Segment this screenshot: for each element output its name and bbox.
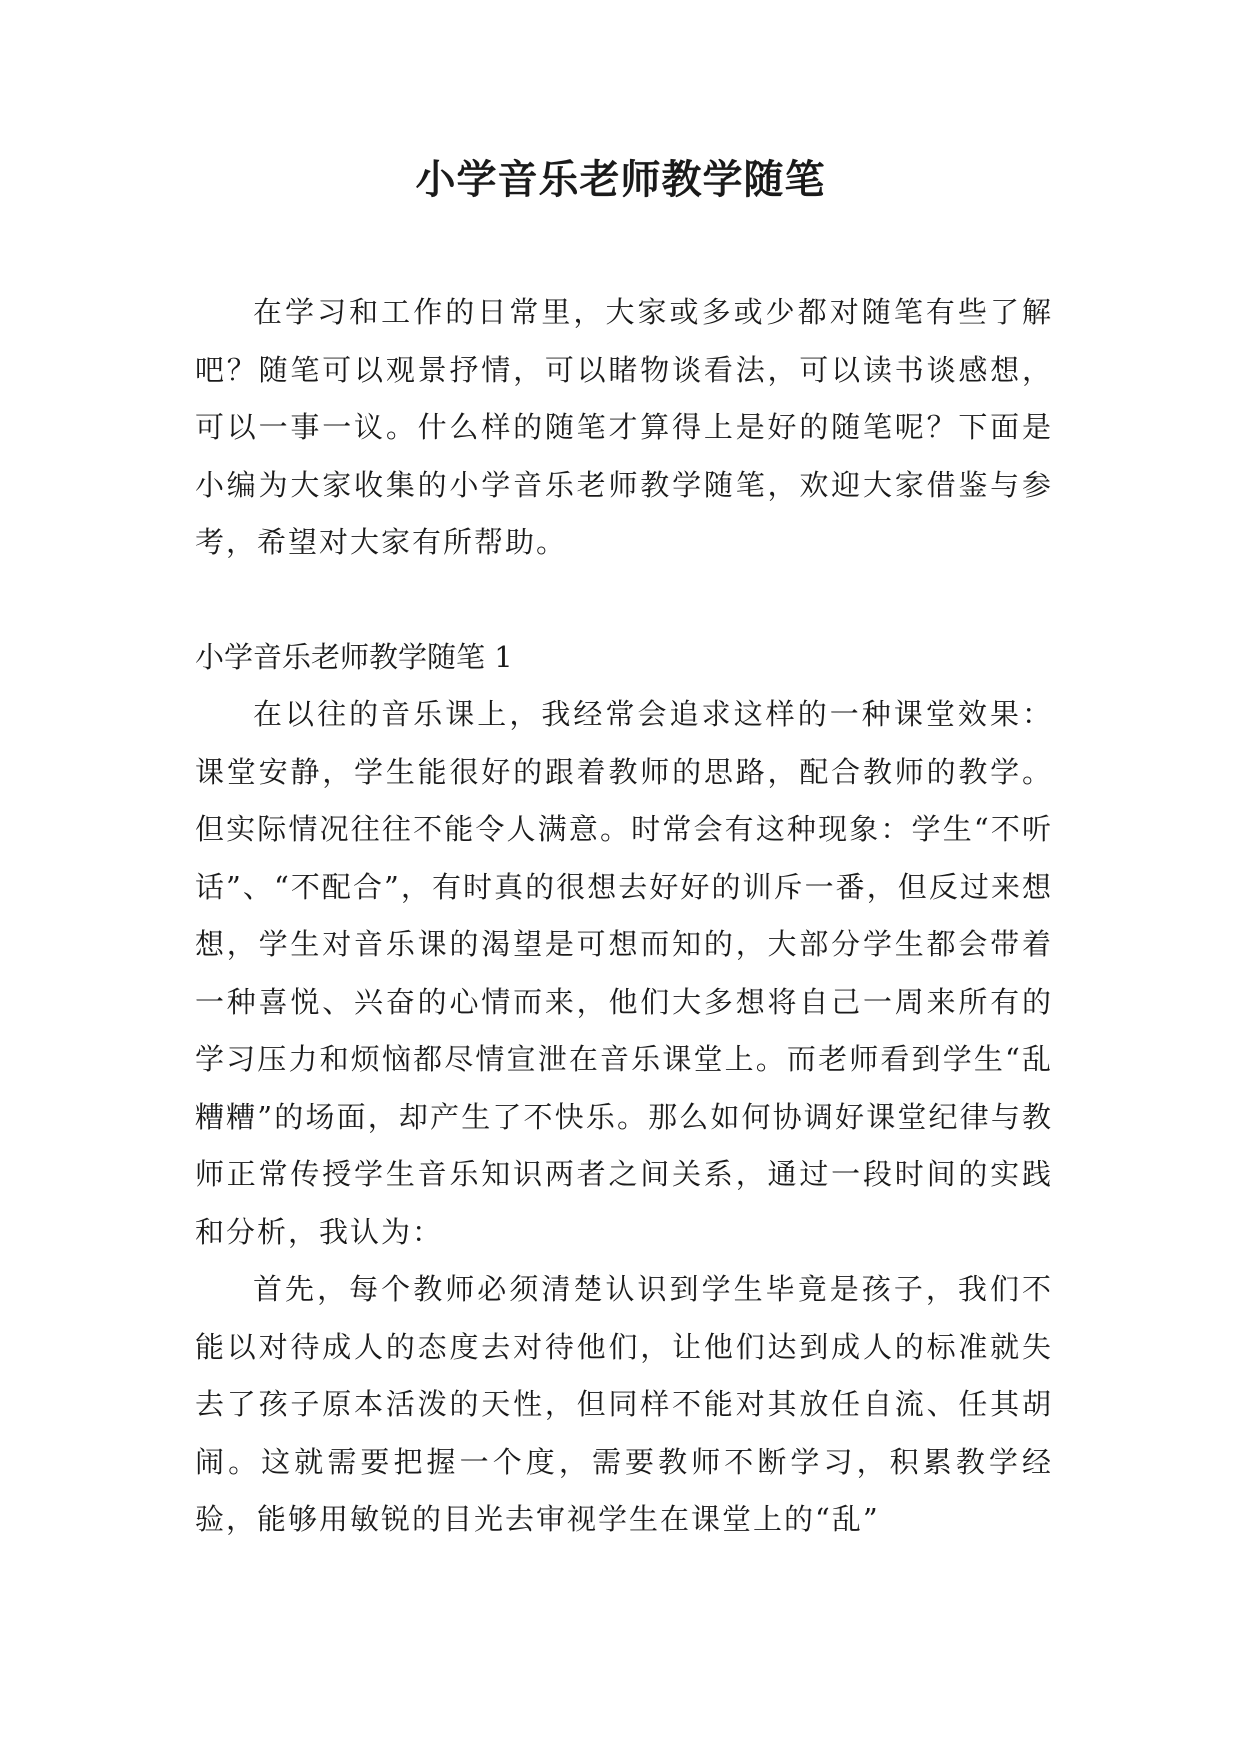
document-title: 小学音乐老师教学随笔 bbox=[415, 157, 826, 203]
body-paragraph: 首先，每个教师必须清楚认识到学生毕竟是孩子，我们不能以对待成人的态度去对待他们，让他们达到成人的标准就失去了孩子原本活泼的天性，但同样不能对其放任自流、任其胡闹。这就需要把握一个度，需要教师不断学习，积累教学经验，能够用敏锐的目光去审视学生在课堂上的“乱” bbox=[195, 1272, 1053, 1536]
intro-paragraph: 在学习和工作的日常里，大家或多或少都对随笔有些了解吧？随笔可以观景抒情，可以睹物谈看法，可以读书谈感想，可以一事一议。什么样的随笔才算得上是好的随笔呢？下面是小编为大家收集的小学音乐老师教学随笔，欢迎大家借鉴与参考，希望对大家有所帮助。 bbox=[195, 295, 1053, 559]
body-paragraph: 在以往的音乐课上，我经常会追求这样的一种课堂效果：课堂安静，学生能很好的跟着教师的思路，配合教师的教学。但实际情况往往不能令人满意。时常会有这种现象：学生“不听话”、“不配合”，有时真的很想去好好的训斥一番，但反过来想想，学生对音乐课的渴望是可想而知的，大部分学生都会带着一种喜悦、兴奋的心情而来，他们大多想将自己一周来所有的学习压力和烦恼都尽情宣泄在音乐课堂上。而老师看到学生“乱糟糟”的场面，却产生了不快乐。那么如何协调好课堂纪律与教师正常传授学生音乐知识两者之间关系，通过一段时间的实践和分析，我认为： bbox=[195, 697, 1053, 1249]
section-heading: 小学音乐老师教学随笔 1 bbox=[195, 639, 513, 674]
document-body bbox=[195, 284, 1053, 1549]
